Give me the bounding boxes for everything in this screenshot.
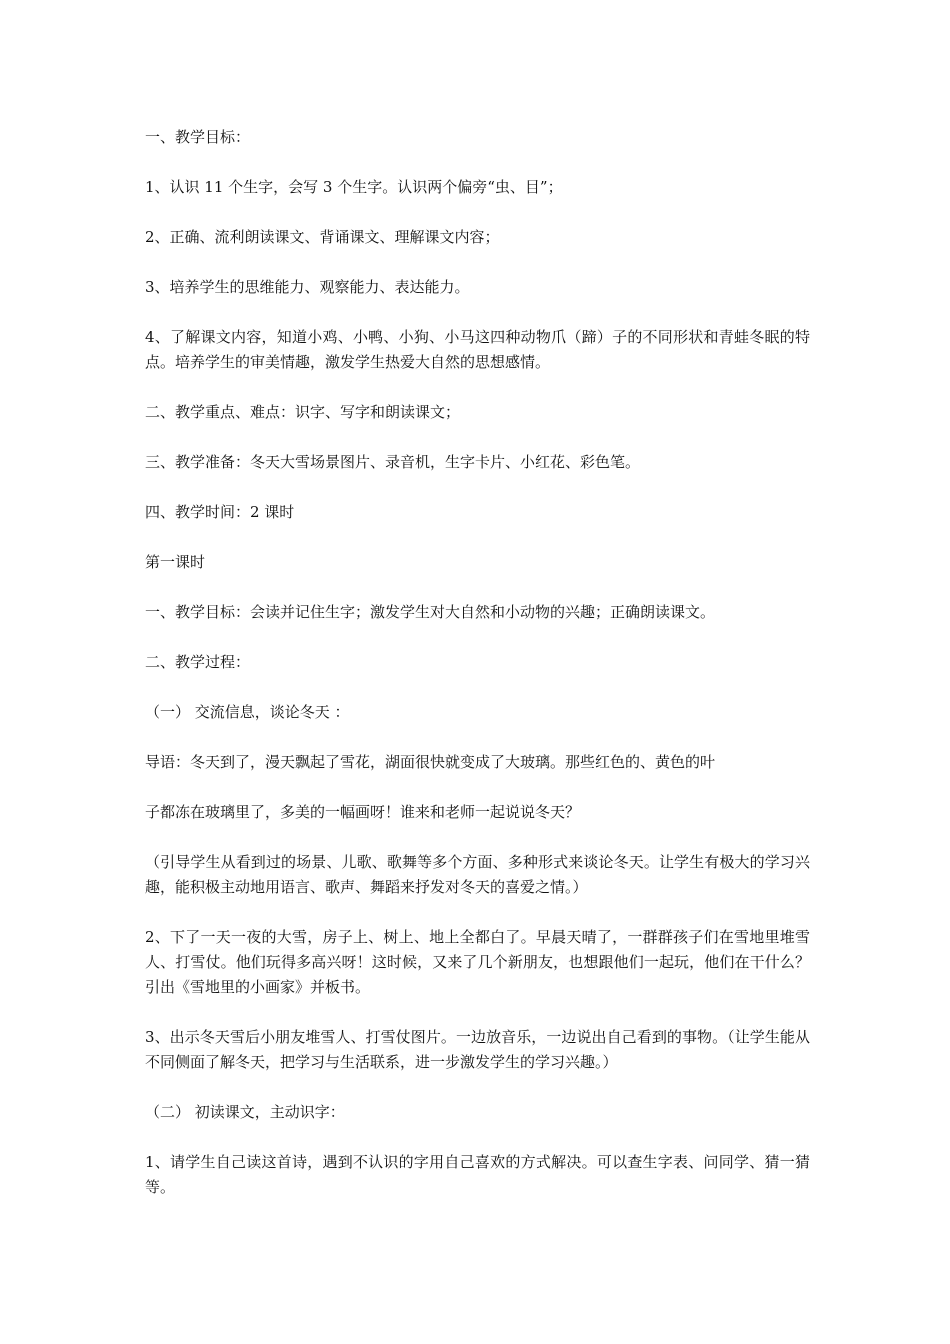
objective-item-2: 2、正确、流利朗读课文、背诵课文、理解课文内容； bbox=[145, 228, 500, 246]
objective-item-4: 4、了解课文内容，知道小鸡、小鸭、小狗、小马这四种动物爪（蹄）子的不同形状和青蛙冬眠的特点。培养学生的审美情趣，激发学生热爱大自然的思想感情。 bbox=[145, 328, 810, 371]
process-step-1-heading: （一） 交流信息，谈论冬天 ： bbox=[145, 703, 350, 721]
intro-paragraph-line-1: 导语：冬天到了，漫天飘起了雪花，湖面很快就变成了大玻璃。那些红色的、黄色的叶 bbox=[145, 753, 716, 771]
section-heading-objectives: 一、教学目标： bbox=[145, 128, 251, 146]
process-item-3: 3、出示冬天雪后小朋友堆雪人、打雪仗图片。一边放音乐，一边说出自己看到的事物。（让学生能从不同侧面了解冬天，把学习与生活联系，进一步激发学生的学习兴趣。） bbox=[145, 1028, 810, 1071]
section-heading-time: 四、教学时间：2 课时 bbox=[145, 503, 295, 521]
reading-item-1: 1、请学生自己读这首诗，遇到不认识的字用自己喜欢的方式解决。可以查生字表、问同学、猜一猜等。 bbox=[145, 1153, 810, 1196]
process-step-2-heading: （二） 初读课文，主动识字： bbox=[145, 1103, 345, 1121]
section-heading-key-points: 二、教学重点、难点：识字、写字和朗读课文； bbox=[145, 403, 461, 421]
lesson-process-heading: 二、教学过程： bbox=[145, 653, 251, 671]
objective-item-1: 1、认识 11 个生字，会写 3 个生字。认识两个偏旁“虫、目”； bbox=[145, 178, 563, 196]
intro-paragraph-line-2: 子都冻在玻璃里了，多美的一幅画呀！谁来和老师一起说说冬天？ bbox=[145, 803, 581, 821]
lesson-objectives: 一、教学目标：会读并记住生字；激发学生对大自然和小动物的兴趣；正确朗读课文。 bbox=[145, 603, 716, 621]
guidance-note: （引导学生从看到过的场景、儿歌、歌舞等多个方面、多种形式来谈论冬天。让学生有极大的学习兴趣，能积极主动地用语言、歌声、舞蹈来抒发对冬天的喜爱之情。） bbox=[145, 853, 810, 896]
lesson-title: 第一课时 bbox=[145, 553, 206, 571]
document-body bbox=[145, 125, 810, 1225]
section-heading-preparation: 三、教学准备：冬天大雪场景图片、录音机，生字卡片、小红花、彩色笔。 bbox=[145, 453, 641, 471]
process-item-2: 2、下了一天一夜的大雪，房子上、树上、地上全都白了。早晨天晴了，一群群孩子们在雪地里堆雪人、打雪仗。他们玩得多高兴呀！这时候，又来了几个新朋友，也想跟他们一起玩，他们在干什么？引出《雪地里的小画家》并板书。 bbox=[145, 928, 810, 996]
objective-item-3: 3、培养学生的思维能力、观察能力、表达能力。 bbox=[145, 278, 470, 296]
